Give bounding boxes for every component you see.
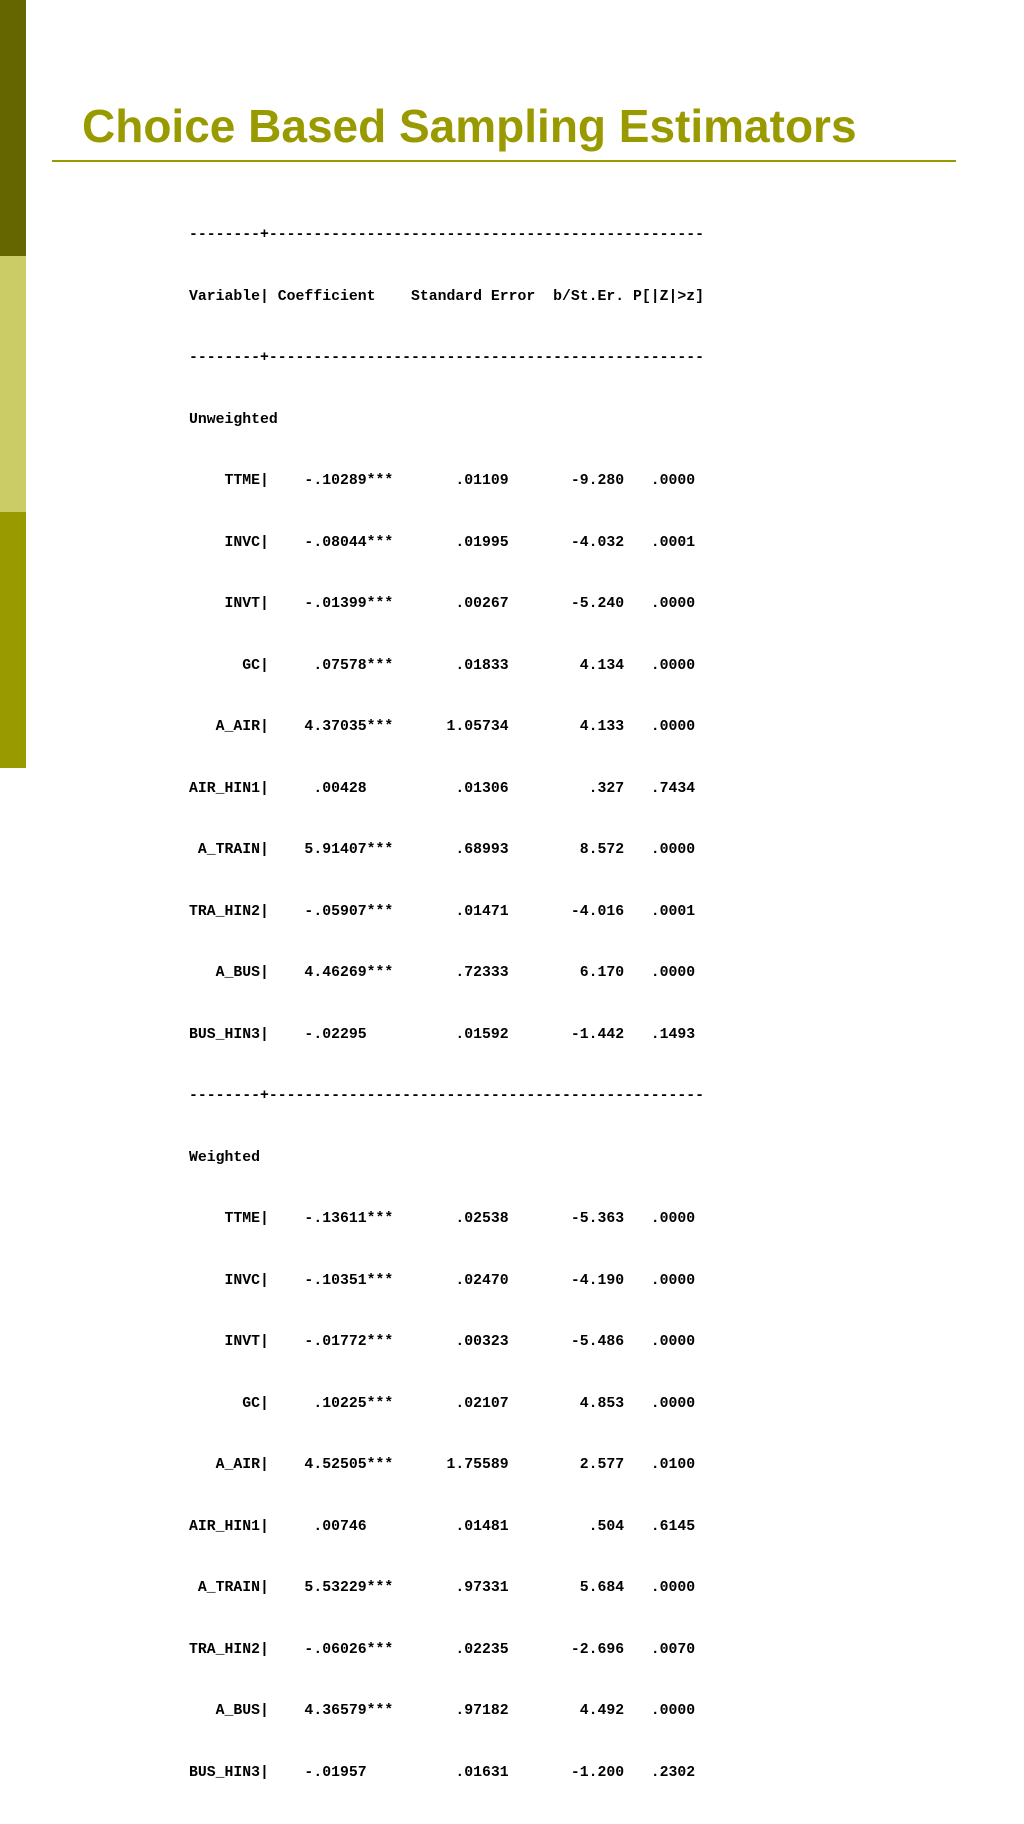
table-row: INVC| -.10351*** .02470 -4.190 .0000	[189, 1272, 696, 1289]
side-bar-top-segment	[0, 0, 26, 256]
table-row: INVC| -.08044*** .01995 -4.032 .0001	[189, 534, 696, 551]
table-row: TRA_HIN2| -.06026*** .02235 -2.696 .0070	[189, 1641, 696, 1658]
section-label-weighted: Weighted	[189, 1149, 261, 1166]
side-bar-bottom-segment	[0, 512, 26, 768]
table-row: GC| .07578*** .01833 4.134 .0000	[189, 657, 696, 674]
table-row: INVT| -.01399*** .00267 -5.240 .0000	[189, 596, 696, 612]
side-bar-middle-segment	[0, 256, 26, 512]
slide-title: Choice Based Sampling Estimators	[82, 100, 857, 152]
table-row: A_BUS| 4.46269*** .72333 6.170 .0000	[189, 965, 696, 981]
table-row: TRA_HIN2| -.05907*** .01471 -4.016 .0001	[189, 903, 696, 920]
regression-output-table	[189, 184, 704, 1824]
table-row: INVT| -.01772*** .00323 -5.486 .0000	[189, 1334, 696, 1350]
table-row: BUS_HIN3| -.01957 .01631 -1.200 .2302	[189, 1764, 696, 1781]
table-row: A_TRAIN| 5.53229*** .97331 5.684 .0000	[189, 1580, 696, 1596]
table-row: BUS_HIN3| -.02295 .01592 -1.442 .1493	[189, 1026, 696, 1043]
table-row: TTME| -.10289*** .01109 -9.280 .0000	[189, 473, 696, 489]
table-separator-header: --------+-------------------------------------------------	[189, 350, 705, 366]
title-underline	[52, 160, 956, 162]
section-label-unweighted: Unweighted	[189, 411, 278, 428]
table-header: Variable| Coefficient Standard Error b/St.Er. P[|Z|>z]	[189, 288, 705, 305]
table-row: A_TRAIN| 5.91407*** .68993 8.572 .0000	[189, 842, 696, 858]
table-row: A_AIR| 4.52505*** 1.75589 2.577 .0100	[189, 1457, 696, 1473]
table-row: GC| .10225*** .02107 4.853 .0000	[189, 1395, 696, 1412]
table-row: TTME| -.13611*** .02538 -5.363 .0000	[189, 1211, 696, 1227]
table-row: A_AIR| 4.37035*** 1.05734 4.133 .0000	[189, 719, 696, 735]
table-row: A_BUS| 4.36579*** .97182 4.492 .0000	[189, 1703, 696, 1719]
table-row: AIR_HIN1| .00746 .01481 .504 .6145	[189, 1518, 696, 1535]
table-row: AIR_HIN1| .00428 .01306 .327 .7434	[189, 780, 696, 797]
table-separator-middle: --------+-------------------------------------------------	[189, 1088, 705, 1104]
side-accent-bar	[0, 0, 26, 768]
table-separator-top: --------+-------------------------------------------------	[189, 227, 705, 243]
